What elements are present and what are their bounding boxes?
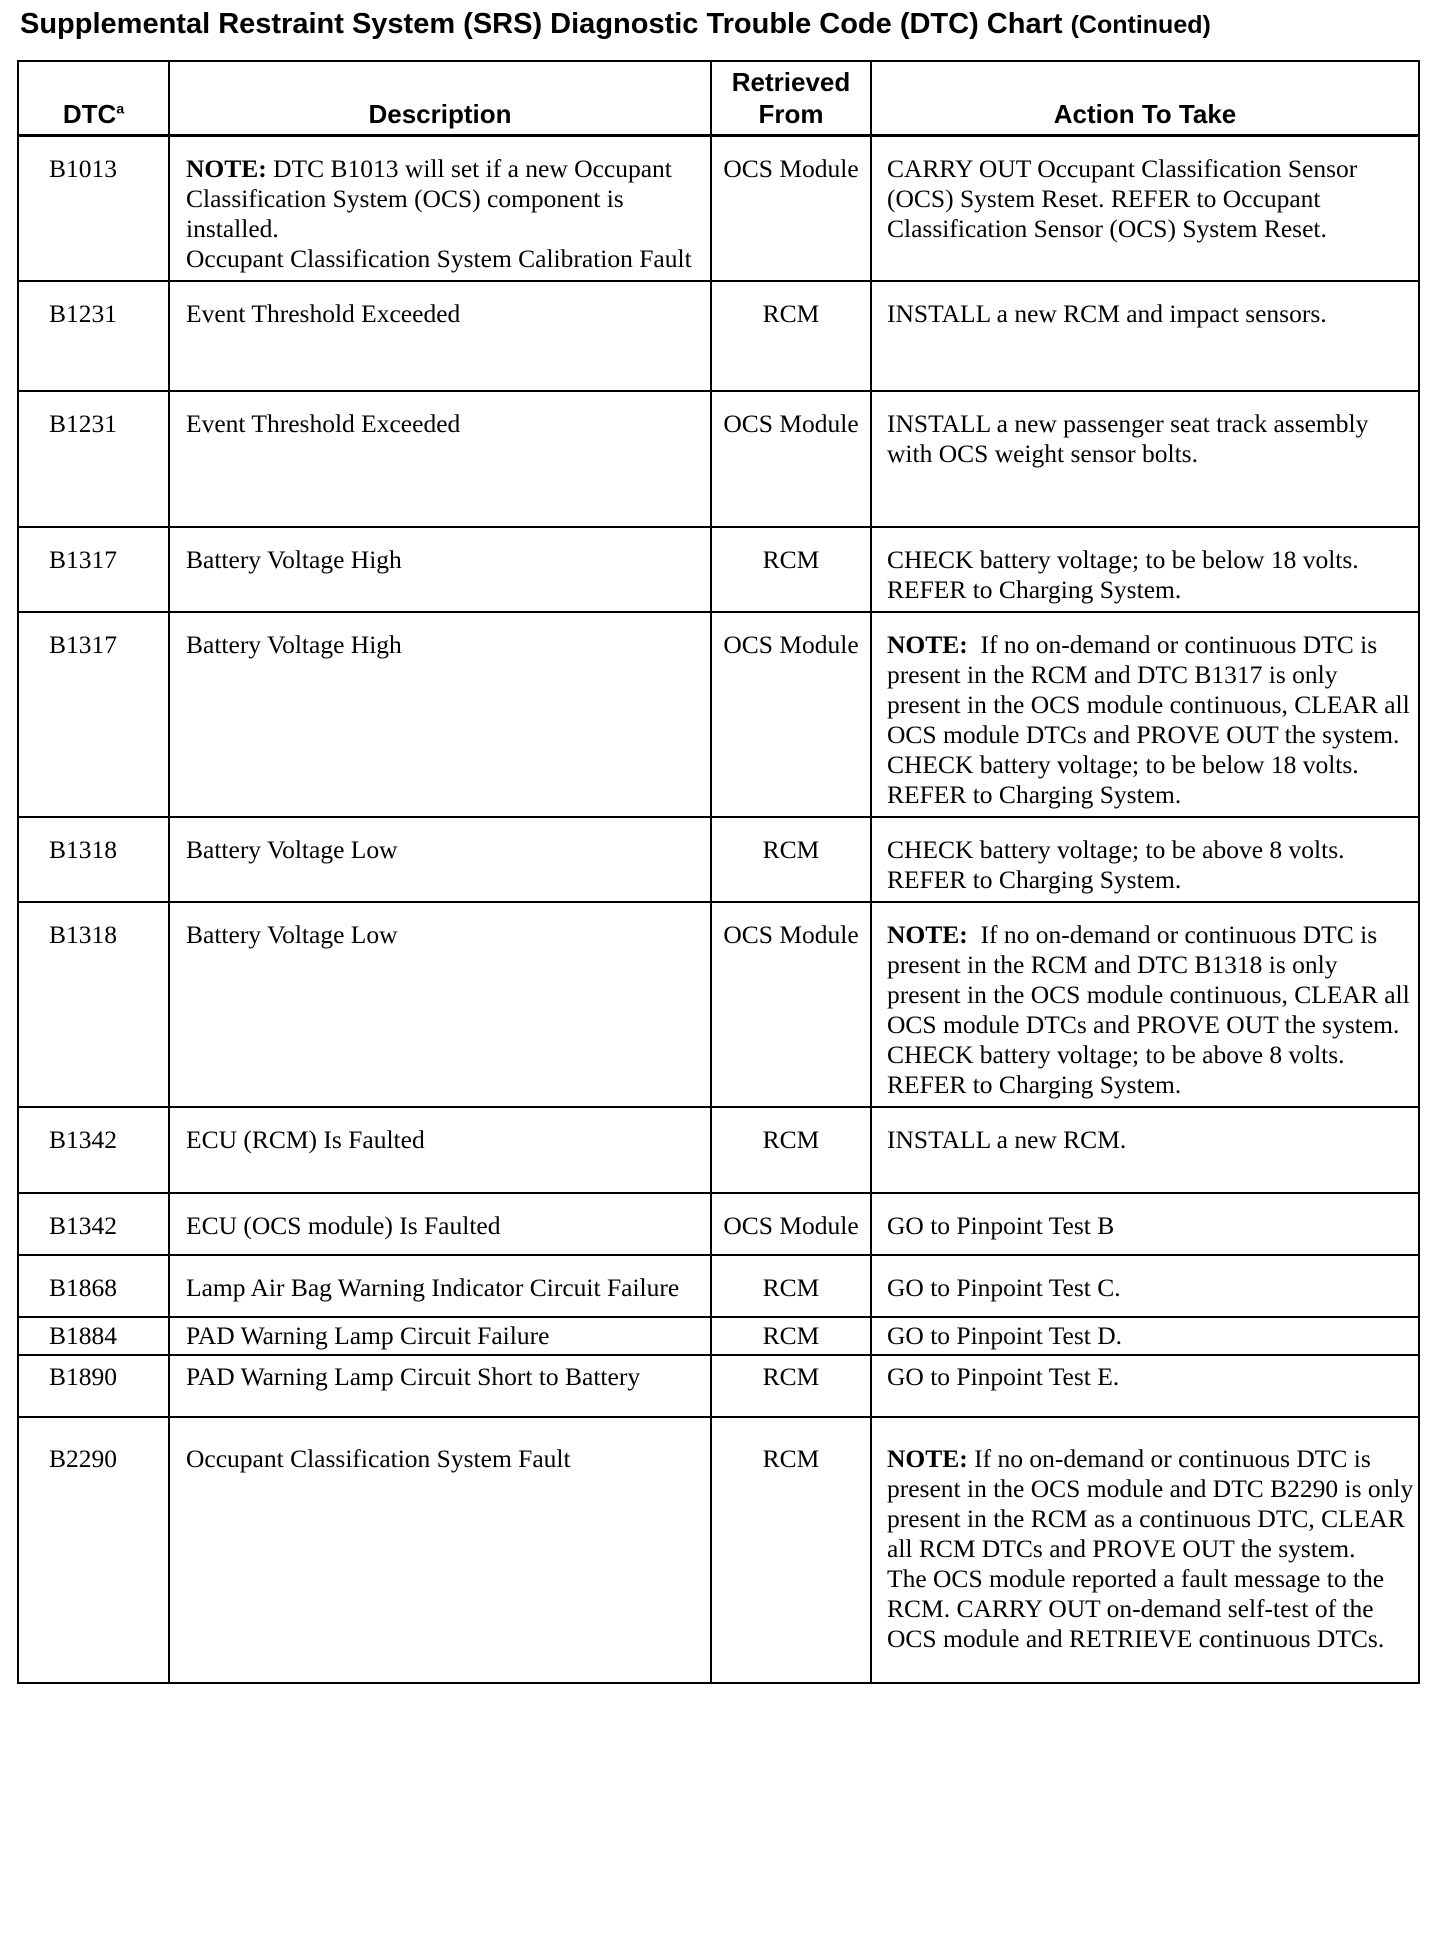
description-cell: Battery Voltage High	[169, 527, 711, 612]
dtc-cell: B1868	[18, 1255, 169, 1317]
retrieved-from-cell: OCS Module	[711, 135, 871, 281]
table-row	[18, 1255, 1419, 1317]
dtc-cell: B1317	[18, 612, 169, 817]
action-cell: GO to Pinpoint Test D.	[871, 1317, 1419, 1355]
dtc-cell: B2290	[18, 1417, 169, 1683]
page-title	[20, 8, 1211, 41]
description-cell: PAD Warning Lamp Circuit Failure	[169, 1317, 711, 1355]
retrieved-from-cell: OCS Module	[711, 612, 871, 817]
action-cell: GO to Pinpoint Test E.	[871, 1355, 1419, 1417]
dtc-chart-table	[17, 60, 1420, 1684]
description-cell: Battery Voltage Low	[169, 902, 711, 1107]
retrieved-from-cell: OCS Module	[711, 1193, 871, 1255]
note-text: If no on-demand or continuous DTC is present in the RCM and DTC B1317 is only present in the OCS module continuous, CLEAR all OCS module DTCs and PROVE OUT the system.	[887, 630, 1410, 749]
dtc-cell: B1342	[18, 1193, 169, 1255]
dtc-cell: B1890	[18, 1355, 169, 1417]
note-text: If no on-demand or continuous DTC is present in the OCS module and DTC B2290 is only present in the RCM as a continuous DTC, CLEAR all RCM DTCs and PROVE OUT the system.	[887, 1444, 1414, 1563]
action-note	[887, 630, 1414, 750]
dtc-cell: B1884	[18, 1317, 169, 1355]
table-row	[18, 135, 1419, 281]
note-text: If no on-demand or continuous DTC is present in the RCM and DTC B1318 is only present in the OCS module continuous, CLEAR all OCS module DTCs and PROVE OUT the system.	[887, 920, 1410, 1039]
description-cell: Lamp Air Bag Warning Indicator Circuit Failure	[169, 1255, 711, 1317]
description-cell: Battery Voltage High	[169, 612, 711, 817]
table-row	[18, 1317, 1419, 1355]
retrieved-from-cell: RCM	[711, 1355, 871, 1417]
header-retrieved-line1: Retrieved	[731, 66, 851, 97]
dtc-cell: B1231	[18, 391, 169, 527]
action-note	[887, 1444, 1414, 1564]
table-row	[18, 902, 1419, 1107]
retrieved-from-cell: OCS Module	[711, 902, 871, 1107]
description-cell: Battery Voltage Low	[169, 817, 711, 902]
table-row	[18, 1355, 1419, 1417]
action-note	[887, 920, 1414, 1040]
dtc-cell: B1231	[18, 281, 169, 391]
note-label: NOTE:	[186, 153, 267, 183]
retrieved-from-cell: RCM	[711, 1417, 871, 1683]
retrieved-from-cell: RCM	[711, 1255, 871, 1317]
header-row	[18, 61, 1419, 135]
header-retrieved-line2: From	[758, 98, 824, 129]
header-description: Description	[169, 61, 711, 135]
action-cell	[871, 1417, 1419, 1683]
title-suffix: (Continued)	[1070, 11, 1211, 39]
title-text: Supplemental Restraint System (SRS) Diagnostic Trouble Code (DTC) Chart	[20, 8, 1063, 40]
dtc-cell: B1317	[18, 527, 169, 612]
action-text: CHECK battery voltage; to be below 18 volts. REFER to Charging System.	[887, 750, 1359, 809]
table-row	[18, 612, 1419, 817]
action-cell: GO to Pinpoint Test B	[871, 1193, 1419, 1255]
dtc-cell: B1342	[18, 1107, 169, 1193]
description-cell: Event Threshold Exceeded	[169, 281, 711, 391]
note-label: NOTE:	[887, 920, 968, 949]
action-cell: CHECK battery voltage; to be above 8 volts. REFER to Charging System.	[871, 817, 1419, 902]
note-label: NOTE:	[887, 1444, 968, 1473]
retrieved-from-cell: RCM	[711, 1317, 871, 1355]
footnote-marker: a	[116, 99, 125, 116]
dtc-cell: B1013	[18, 135, 169, 281]
retrieved-from-cell: OCS Module	[711, 391, 871, 527]
header-action: Action To Take	[871, 61, 1419, 135]
action-cell	[871, 902, 1419, 1107]
table-row	[18, 1193, 1419, 1255]
action-cell: GO to Pinpoint Test C.	[871, 1255, 1419, 1317]
dtc-cell: B1318	[18, 817, 169, 902]
action-text: The OCS module reported a fault message to the RCM. CARRY OUT on-demand self-test of the OCS module and RETRIEVE continuous DTCs.	[887, 1564, 1385, 1653]
table-row	[18, 281, 1419, 391]
table-row	[18, 1417, 1419, 1683]
retrieved-from-cell: RCM	[711, 817, 871, 902]
header-dtc-label: DTC	[62, 98, 117, 129]
action-cell: INSTALL a new RCM.	[871, 1107, 1419, 1193]
header-retrieved-from	[711, 61, 871, 135]
retrieved-from-cell: RCM	[711, 527, 871, 612]
note-label: NOTE:	[887, 630, 968, 659]
description-cell	[169, 135, 711, 281]
dtc-cell: B1318	[18, 902, 169, 1107]
action-cell: CHECK battery voltage; to be below 18 volts. REFER to Charging System.	[871, 527, 1419, 612]
header-dtc	[18, 61, 169, 135]
table-row	[18, 391, 1419, 527]
description-cell: ECU (RCM) Is Faulted	[169, 1107, 711, 1193]
retrieved-from-cell: RCM	[711, 281, 871, 391]
action-cell	[871, 612, 1419, 817]
action-cell: CARRY OUT Occupant Classification Sensor (OCS) System Reset. REFER to Occupant Classification Sensor (OCS) System Reset.	[871, 135, 1419, 281]
description-cell: Event Threshold Exceeded	[169, 391, 711, 527]
table-row	[18, 527, 1419, 612]
description-note	[186, 154, 700, 244]
description-cell: PAD Warning Lamp Circuit Short to Battery	[169, 1355, 711, 1417]
description-cell: Occupant Classification System Fault	[169, 1417, 711, 1683]
retrieved-from-cell: RCM	[711, 1107, 871, 1193]
table-row	[18, 817, 1419, 902]
action-cell: INSTALL a new RCM and impact sensors.	[871, 281, 1419, 391]
description-cell: ECU (OCS module) Is Faulted	[169, 1193, 711, 1255]
description-text: Occupant Classification System Calibration Fault	[186, 243, 692, 273]
action-text: CHECK battery voltage; to be above 8 volts. REFER to Charging System.	[887, 1040, 1345, 1099]
action-cell: INSTALL a new passenger seat track assembly with OCS weight sensor bolts.	[871, 391, 1419, 527]
table-row	[18, 1107, 1419, 1193]
note-text: DTC B1013 will set if a new Occupant Classification System (OCS) component is installed.	[186, 153, 672, 243]
